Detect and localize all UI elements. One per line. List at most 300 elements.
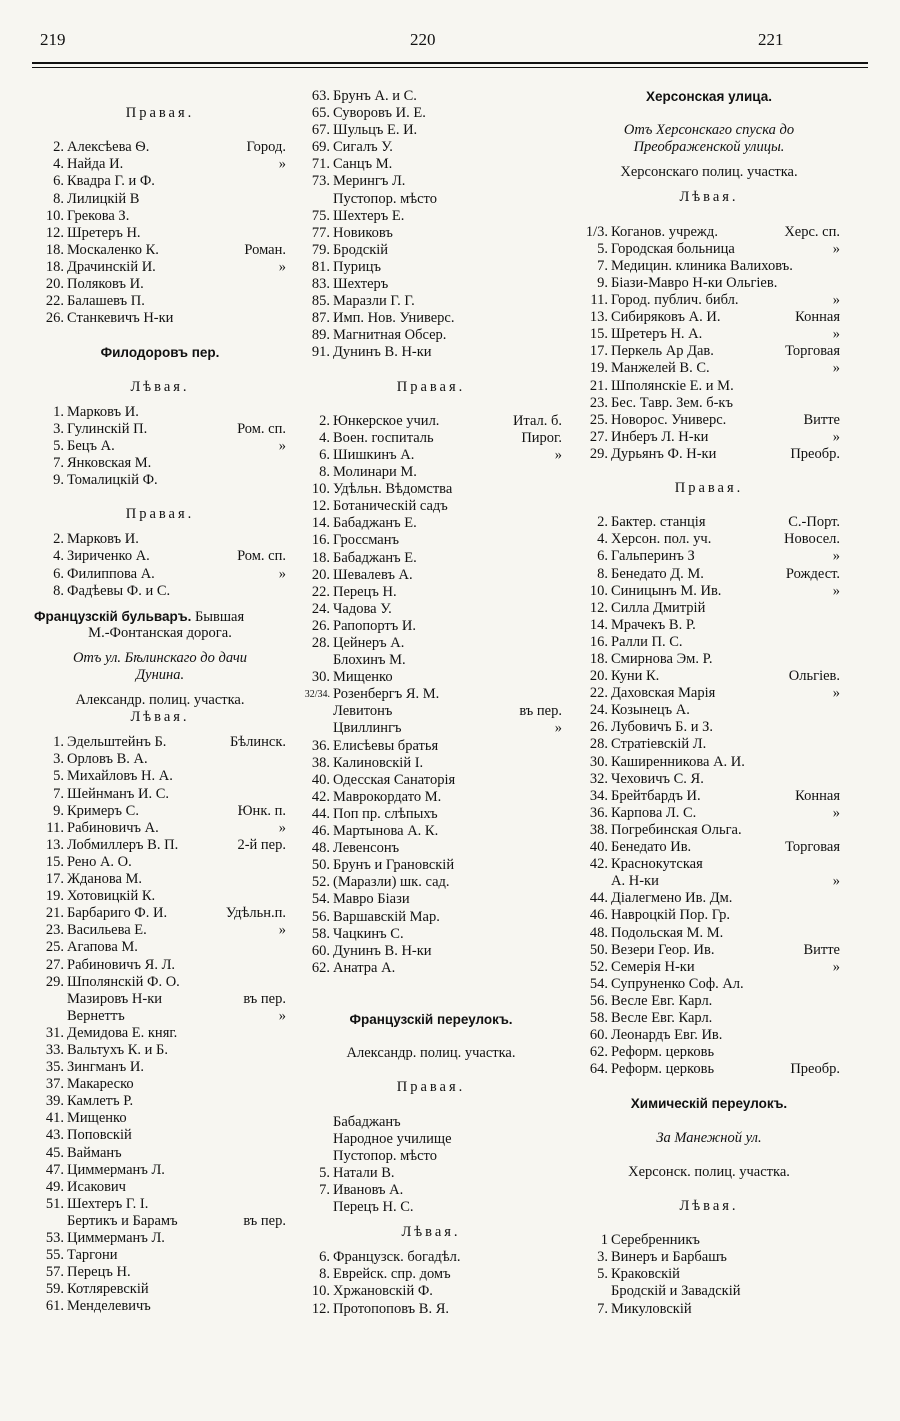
cross-street: въ пер. [519,703,562,720]
directory-entry [300,498,562,515]
directory-entry [300,1148,562,1165]
resident-name: Краснокутская [611,856,703,873]
resident-name: Серебренникъ [611,1232,700,1249]
resident-name: Найда И. [67,156,124,173]
house-number: 1. [53,403,64,420]
directory-entry [578,412,840,429]
resident-name: Левитонъ [333,703,393,720]
cross-street: Витте [803,941,840,958]
cross-street: въ пер. [243,990,286,1007]
directory-entry [300,755,562,772]
house-number: 32/34. [304,689,330,701]
directory-entry [578,942,840,959]
house-number: 49. [45,1178,64,1195]
directory-entry [300,1199,562,1216]
directory-entry [34,173,286,190]
section-heading: Правая. [674,480,744,497]
directory-entry [34,1196,286,1213]
directory-entry [578,822,840,839]
cross-street: Город. [246,139,286,156]
house-number: 28. [589,736,608,753]
house-number: 8. [319,1266,330,1283]
resident-name: Весле Евг. Карл. [611,992,713,1009]
spacer [300,1062,562,1079]
directory-entry [300,891,562,908]
directory-entry [578,395,840,412]
house-number: 10. [589,582,608,599]
resident-name: Хржановскій Ф. [333,1283,433,1300]
directory-entry [300,310,562,327]
resident-name: Шейнманъ И. С. [67,785,169,802]
directory-entry [578,788,840,805]
resident-name: Козынецъ А. [611,702,690,719]
directory-entry [300,105,562,122]
spacer [34,88,286,105]
house-number: 7. [319,1182,330,1198]
house-number: 38. [311,754,330,771]
resident-name: Гроссманъ [333,532,399,549]
cross-street: 2-й пер. [237,836,286,853]
spacer [34,684,286,692]
directory-entry [578,548,840,565]
directory-entry [578,736,840,753]
directory-entry [34,1264,286,1281]
house-number: 31. [45,1024,64,1041]
directory-entry [578,514,840,531]
resident-name: Шехтеръ [333,276,389,293]
resident-name: Менделевичъ [67,1298,151,1315]
directory-entry [578,275,840,292]
resident-name: Москаленко К. [67,241,159,258]
resident-name: Бенедато Ив. [611,839,692,856]
house-number: 87. [311,310,330,327]
house-number: 64. [589,1061,608,1078]
house-number: 7. [53,454,64,471]
street-description [34,608,286,625]
resident-name: Макареско [67,1076,134,1093]
cross-street: » [832,548,840,565]
resident-name: (Маразли) шк. сад. [333,874,450,891]
directory-entry [300,652,562,669]
resident-name: Навроцкій Пор. Гр. [611,907,731,924]
resident-name: Маврокордато М. [333,788,442,805]
house-number: 25. [45,939,64,956]
directory-entry [578,1249,840,1266]
house-number: 37. [45,1076,64,1093]
resident-name: Инберъ Л. Н-ки [611,428,709,445]
section-heading: За Манежной ул. [656,1129,762,1146]
directory-entry [34,242,286,259]
resident-name: Розенбергъ Я. М. [333,686,440,703]
resident-name: Силла Дмитрій [611,599,706,616]
house-number: 11. [590,292,608,309]
directory-entry [300,464,562,481]
resident-name: Лилицкій В [67,190,140,207]
house-number: 5. [53,768,64,785]
spacer [578,1181,840,1198]
directory-entry [34,957,286,974]
house-number: 91. [311,344,330,361]
house-number: 28. [311,635,330,651]
resident-name: Филиппова А. [67,565,155,582]
section-heading: Правая. [125,506,195,523]
resident-name: Куни К. [611,668,660,685]
house-number: 5. [319,1164,330,1181]
house-number [34,1213,67,1230]
resident-name: Пустопор. мѣсто [333,190,437,207]
directory-entry [300,208,562,225]
cross-street: въ пер. [243,1212,286,1229]
resident-name: Даховская Марія [611,685,716,702]
directory-entry [300,960,562,977]
resident-name: Бертикъ и Барамъ [67,1212,178,1229]
house-number: 6. [319,446,330,463]
directory-entry [34,259,286,276]
resident-name: Молинари М. [333,464,417,481]
directory-entry [34,854,286,871]
directory-entry [300,720,562,737]
resident-name: Мартынова А. К. [333,823,439,840]
house-number: 10. [311,481,330,498]
resident-name: Мрачекъ В. Р. [611,616,696,633]
directory-entry [578,634,840,651]
house-number: 40. [311,771,330,788]
cross-street: Конная [795,787,840,804]
resident-name: Поляковъ И. [67,276,144,293]
directory-entry [300,1182,562,1199]
directory-entry [300,413,562,430]
section-heading: Лѣвая. [130,378,190,395]
resident-name: Зириченко А. [67,548,150,565]
column-2 [300,88,562,1318]
directory-entry [34,293,286,310]
directory-entry [34,566,286,583]
house-number: 21. [589,377,608,394]
directory-entry [300,173,562,190]
resident-name: Перкель Ар Дав. [611,343,714,360]
house-number: 4. [53,548,64,565]
house-number: 46. [311,823,330,840]
cross-street: » [278,565,286,582]
resident-name: Поповскій [67,1127,132,1144]
resident-name: Карпова Л. С. [611,804,697,821]
resident-name: Барбариго Ф. И. [67,905,168,922]
spacer [578,207,840,224]
cross-street: » [832,685,840,702]
directory-entry [578,1301,840,1318]
spacer [300,1028,562,1045]
resident-name: Кримеръ С. [67,802,139,819]
directory-entry [578,258,840,275]
house-number: 47. [45,1161,64,1178]
directory-entry [300,806,562,823]
house-number: 67. [311,122,330,139]
resident-name: Мерингъ Л. [333,173,406,190]
house-number: 32. [589,770,608,787]
directory-entry [300,618,562,635]
house-number: 44. [589,890,608,907]
section-heading: М.-Фонтанская дорога. [88,624,232,641]
cross-street: » [832,958,840,975]
resident-name: Демидова Е. княг. [67,1024,178,1041]
directory-entry [34,768,286,785]
house-number: 56. [311,908,330,925]
resident-name: Гальперинъ З [611,548,695,565]
section-heading: Филодоровъ пер. [100,345,220,361]
section-heading: Отъ ул. Бѣлинскаго до дачи [72,649,248,666]
header-rule-thick [32,62,868,64]
directory-entry [578,1044,840,1061]
house-number: 16. [589,633,608,650]
directory-entry [300,669,562,686]
resident-name: Перецъ Н. [333,583,397,600]
house-number: 18. [589,651,608,667]
resident-name: Дунинъ В. Н-ки [333,942,432,959]
directory-entry [34,548,286,565]
resident-name: Мищенко [333,669,393,686]
house-number: 23. [589,394,608,411]
directory-entry [300,191,562,208]
directory-entry [578,292,840,309]
house-number: 1/3. [585,223,608,240]
street-note: Бывшая [191,608,245,625]
section-heading: Правая. [396,378,466,395]
directory-entry [300,1249,562,1266]
section-heading: Лѣвая. [679,1198,739,1214]
directory-entry [34,1025,286,1042]
directory-entry [300,1165,562,1182]
house-number: 6. [53,565,64,582]
house-number: 60. [311,942,330,959]
house-number: 14. [311,515,330,532]
resident-name: Біази-Мавро Н-ки Ольгіев. [611,274,778,291]
directory-entry [578,326,840,343]
cross-street: Итал. б. [512,412,562,429]
cross-street: » [278,437,286,454]
resident-name: Томалицкій Ф. [67,472,158,489]
page-number-left: 219 [40,30,66,49]
resident-name: Сибиряковъ А. И. [611,309,721,326]
house-number: 5. [597,1266,608,1283]
house-number: 17. [45,871,64,888]
house-number: 8. [319,464,330,481]
directory-entry [578,771,840,788]
resident-name: Новиковъ [333,224,393,241]
resident-name: Дунинъ В. Н-ки [333,344,432,361]
directory-entry [578,993,840,1010]
house-number: 3. [53,751,64,768]
directory-entry [34,276,286,293]
cross-street: Удѣльн.п. [225,905,286,922]
section-heading: Херсонск. полиц. участка. [628,1163,790,1180]
directory-entry [34,837,286,854]
house-number: 2. [53,139,64,156]
house-number: 7. [53,785,64,802]
house-number: 43. [45,1127,64,1144]
house-number: 79. [311,241,330,258]
directory-entry [578,446,840,463]
house-number: 50. [311,857,330,874]
house-number: 30. [311,669,330,686]
house-number: 62. [589,1044,608,1061]
house-number: 63. [311,88,330,104]
resident-name: Шишкинъ А. [333,446,415,463]
house-number: 35. [45,1059,64,1076]
cross-street: Преобр. [790,445,840,462]
house-number: 27. [45,956,64,973]
directory-entry [578,1232,840,1249]
resident-name: Магнитная Обсер. [333,327,447,344]
directory-entry [578,600,840,617]
house-number: 65. [311,105,330,122]
spacer [578,1078,840,1095]
directory-entry [578,719,840,736]
resident-name: Бродскій [333,241,389,258]
resident-name: Елисѣевы братья [333,737,439,754]
resident-name: Бес. Тавр. Зем. б-къ [611,394,733,411]
directory-entry [300,156,562,173]
directory-entry [578,1027,840,1044]
directory-entry [34,1230,286,1247]
house-number: 8. [53,582,64,599]
house-number: 2. [597,514,608,531]
house-number [300,703,333,720]
directory-entry [578,360,840,377]
section-heading: Химическій переулокъ. [630,1096,788,1112]
resident-name: Протопоповъ В. Я. [333,1300,450,1317]
cross-street: » [278,819,286,836]
directory-entry [300,943,562,960]
resident-name: Фадѣевы Ф. и С. [67,582,171,599]
directory-entry [34,531,286,548]
resident-name: Супруненко Соф. Ал. [611,975,744,992]
spacer [34,122,286,139]
directory-entry [300,686,562,703]
resident-name: Поп пр. слѣпыхъ [333,805,438,822]
directory-entry [300,1131,562,1148]
resident-name: Коганов. учрежд. [611,223,718,240]
resident-name: Янковская М. [67,454,152,471]
resident-name: Краковскій [611,1266,680,1283]
directory-entry [34,1281,286,1298]
resident-name: Сигалъ У. [333,139,393,156]
spacer [34,600,286,608]
house-number: 50. [589,941,608,958]
cross-street: » [278,258,286,275]
resident-name: Котляревскій [67,1281,149,1298]
directory-entry [578,1283,840,1300]
section-heading: Лѣвая. [130,709,190,726]
house-number: 13. [589,309,608,326]
directory-entry [300,772,562,789]
section-heading: Лѣвая. [679,189,739,206]
house-number: 44. [311,805,330,822]
directory-entry [578,224,840,241]
directory-entry [34,1298,286,1315]
house-number: 20. [45,276,64,293]
directory-entry [578,617,840,634]
section-heading: Александр. полиц. участка. [75,692,245,709]
spacer [34,523,286,531]
house-number [34,1008,67,1025]
directory-entry [578,959,840,976]
directory-entry [578,702,840,719]
directory-entry [34,1179,286,1196]
directory-entry [34,871,286,888]
house-number: 39. [45,1093,64,1110]
directory-entry [300,926,562,943]
house-number: 77. [311,224,330,241]
resident-name: Винеръ и Барбашъ [611,1249,727,1266]
house-number: 54. [311,891,330,908]
directory-entry [578,856,840,873]
section-heading: Дунина. [135,667,185,683]
house-number: 24. [589,702,608,719]
directory-entry [34,455,286,472]
spacer [578,1113,840,1130]
cross-street: Витте [803,411,840,428]
house-number: 83. [311,276,330,293]
directory-entry [300,139,562,156]
directory-entry [34,786,286,803]
resident-name: Суворовъ И. Е. [333,105,426,122]
resident-name: Бенедато Д. М. [611,565,704,582]
page-number-center: 220 [410,30,436,49]
resident-name: Вернеттъ [67,1007,125,1024]
resident-name: Народное училище [333,1130,452,1147]
resident-name: Брейтбардъ И. [611,787,701,804]
resident-name: Циммерманъ Л. [67,1161,165,1178]
resident-name: Городская больница [611,240,735,257]
spacer [300,1241,562,1249]
resident-name: Бабаджанъ Е. [333,549,417,566]
house-number: 6. [319,1249,330,1266]
spacer [578,497,840,514]
resident-name: Мазировъ Н-ки [67,990,163,1007]
house-number: 4. [53,156,64,173]
resident-name: Шехтеръ Е. [333,207,405,224]
directory-entry [34,208,286,225]
directory-entry [578,907,840,924]
section-heading: Александр. полиц. участка. [346,1045,516,1062]
directory-entry [34,310,286,327]
house-number: 6. [53,173,64,190]
directory-entry [578,685,840,702]
directory-entry [300,276,562,293]
cross-street: Ольгіев. [788,668,840,685]
resident-name: Вайманъ [67,1144,122,1161]
house-number: 36. [311,737,330,754]
spacer [300,994,562,1011]
spacer [300,396,562,413]
resident-name: Алексѣева Ѳ. [67,139,150,156]
house-number: 15. [45,853,64,870]
resident-name: Семерія Н-ки [611,958,695,975]
house-number: 25. [589,411,608,428]
resident-name: Лубовичъ Б. и З. [611,719,714,736]
house-number: 19. [45,888,64,905]
resident-name: Хотовицкій К. [67,888,156,905]
cross-street: » [832,428,840,445]
directory-entry [34,1162,286,1179]
resident-name: Перецъ Н. [67,1264,131,1281]
house-number: 26. [45,310,64,327]
house-number: 52. [589,958,608,975]
resident-name: Мавро Біази [333,891,410,908]
directory-entry [300,1301,562,1318]
house-number: 14. [589,616,608,633]
resident-name: Стратіевскій Л. [611,736,707,753]
